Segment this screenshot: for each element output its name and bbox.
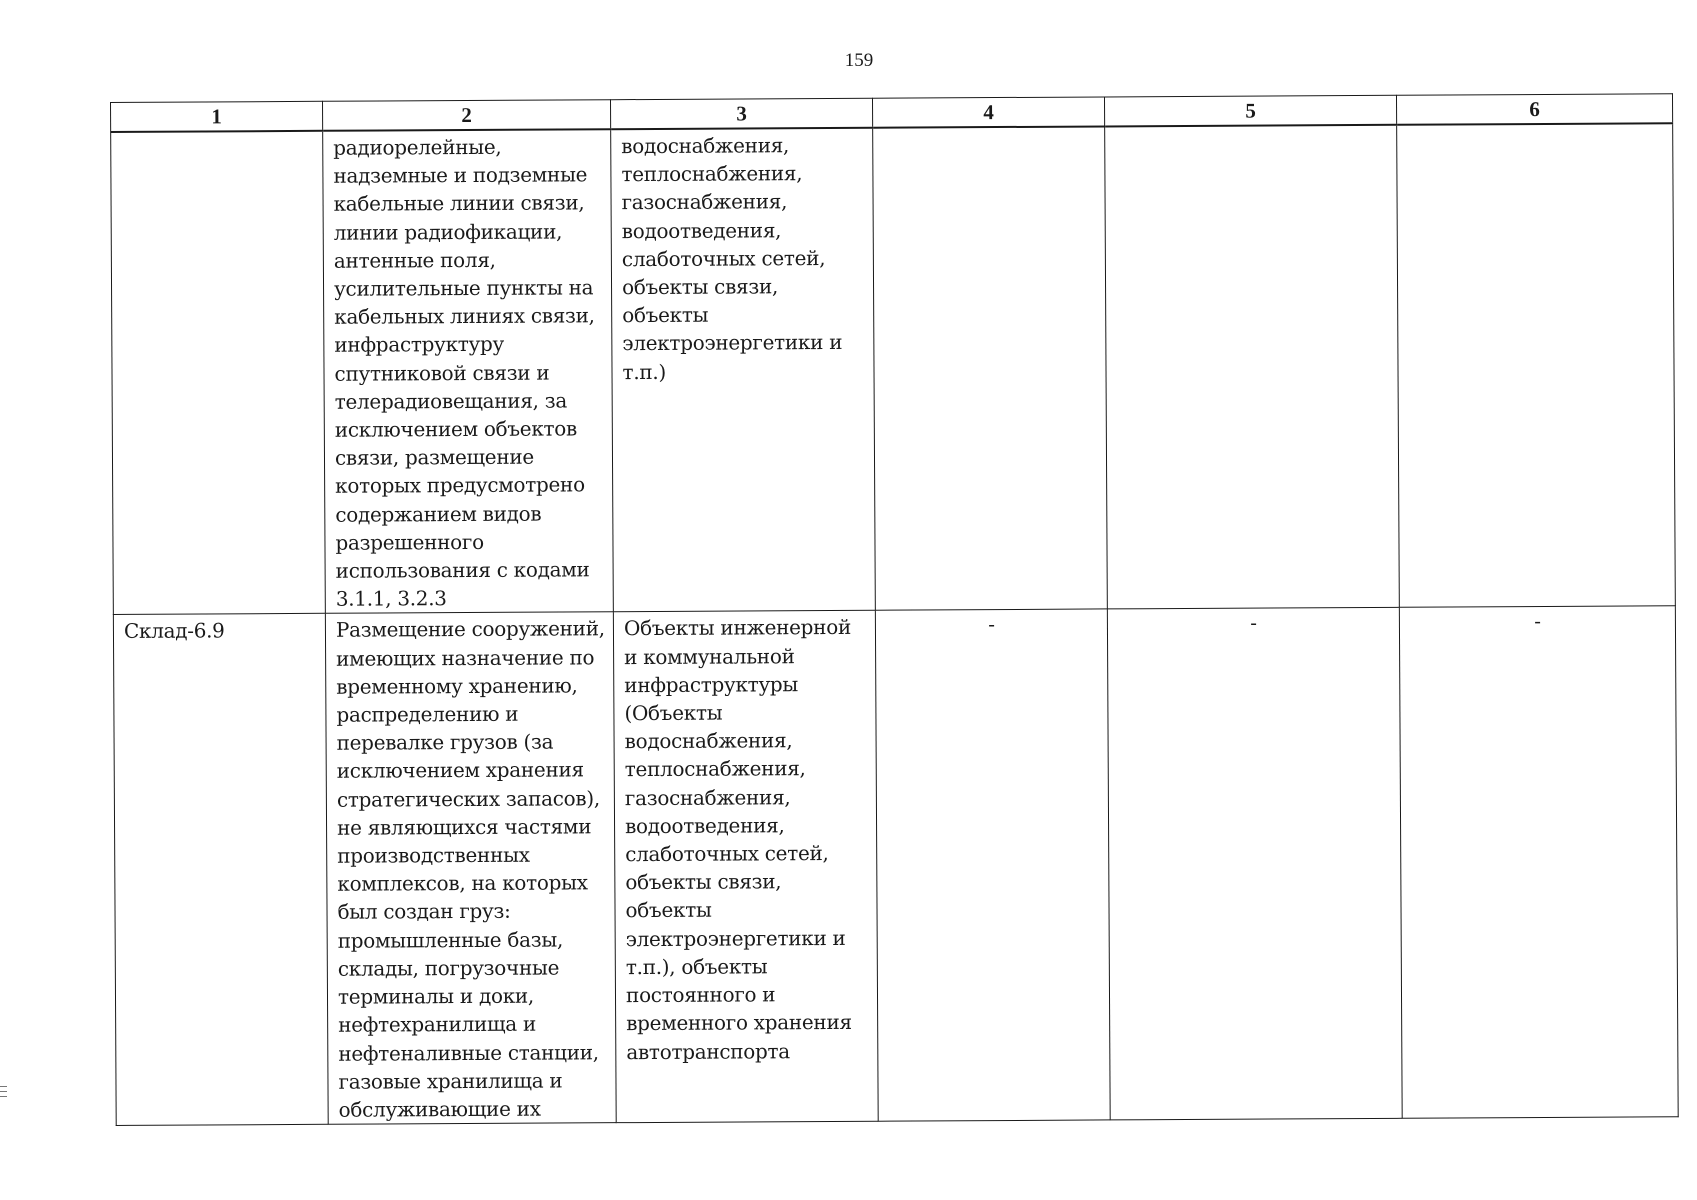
cell-text-line: водоотведения, (621, 217, 782, 243)
cell-text-line: использования с кодами (335, 557, 590, 583)
cell-permitted-use-code (113, 614, 328, 1126)
cell-text-line: усилительные пункты на (333, 275, 594, 301)
cell-text-line: теплоснабжения, (621, 161, 803, 187)
cell-text-line: 3.1.1, 3.2.3 (335, 586, 447, 611)
cell-text-line: терминалы и доки, (337, 983, 535, 1009)
cell-text-line: постоянного и (625, 982, 776, 1008)
cell-text-line: электроэнергетики и (622, 330, 843, 356)
column-header-1: 1 (111, 101, 323, 132)
cell-text-line: инфраструктуры (624, 672, 799, 697)
cell-text-line: надземные и подземные (333, 162, 588, 188)
column-header-3: 3 (610, 98, 872, 129)
cell-text-line: нефтеналивные станции, (338, 1039, 599, 1066)
cell-text-line: Размещение сооружений, (335, 616, 605, 643)
cell-text-line: телерадиовещания, за (334, 388, 568, 414)
cell-text-line: содержанием видов (335, 501, 542, 527)
cell-text-line: спутниковой связи и (334, 360, 550, 386)
cell-text-line: электроэнергетики и (625, 925, 846, 951)
cell-text-line: стратегических запасов), (336, 785, 600, 812)
cell-use-description (323, 129, 614, 614)
cell-text-line: нефтехранилища и (338, 1011, 537, 1038)
cell-text-line: временному хранению, (336, 673, 578, 699)
cell-text-line: объекты связи, (625, 869, 782, 895)
cell-text-line: теплоснабжения, (624, 756, 806, 782)
cell-text-line: Склад-6.9 (123, 618, 225, 644)
cell-text-line: объекты (625, 898, 712, 923)
zoning-table (110, 93, 1679, 1126)
cell-text-line: газоснабжения, (621, 189, 788, 215)
column-header-5: 5 (1104, 95, 1396, 126)
cell-col-6 (1397, 123, 1676, 607)
cell-text-line: не являющихся частями (336, 814, 592, 840)
cell-text-line: слаботочных сетей, (625, 841, 829, 867)
cell-text-line: был создан груз: (337, 899, 511, 925)
cell-text-line: промышленные базы, (337, 927, 564, 953)
cell-text-line: кабельные линии связи, (333, 190, 585, 217)
cell-col-6: - (1399, 606, 1678, 1119)
table-row (111, 123, 1676, 615)
cell-text-line: комплексов, на которых (337, 870, 588, 897)
cell-text-line: перевалке грузов (за (336, 729, 554, 756)
page-number: 159 (844, 50, 874, 71)
cell-text-line: автотранспорта (626, 1038, 790, 1064)
cell-text-line: кабельных линиях связи, (334, 303, 595, 329)
cell-text-line: слаботочных сетей, (621, 245, 826, 271)
cell-text-line: газовые хранилища и (338, 1068, 563, 1094)
cell-text-line: временного хранения (626, 1010, 852, 1036)
cell-allowed-objects (613, 611, 878, 1123)
cell-text-line: которых предусмотрено (335, 472, 585, 499)
cell-text-line: газоснабжения, (624, 784, 791, 810)
cell-permitted-use-code (111, 131, 326, 615)
table-row (113, 606, 1678, 1126)
cell-text-line: водоснабжения, (624, 728, 793, 754)
cell-text-line: имеющих назначение по (336, 644, 595, 671)
cell-col-5: - (1107, 608, 1402, 1121)
cell-text-line: исключением объектов (334, 416, 578, 442)
cell-text-line: (Объекты (624, 700, 723, 726)
cell-text-line: т.п.) (622, 359, 667, 384)
cell-text-line: обслуживающие их (338, 1096, 541, 1122)
cell-text-line: водоснабжения, (621, 133, 790, 159)
cell-text-line: исключением хранения (336, 757, 584, 784)
cell-text-line: объекты связи, (621, 274, 779, 300)
column-header-2: 2 (322, 100, 610, 131)
column-header-6: 6 (1396, 94, 1672, 125)
scan-edge-mark (0, 1086, 7, 1104)
cell-text-line: связи, размещение (334, 444, 534, 470)
cell-text-line: инфраструктуру (334, 332, 505, 358)
cell-text-line: т.п.), объекты (625, 954, 768, 980)
column-header-4: 4 (872, 97, 1104, 128)
cell-text-line: антенные поля, (333, 247, 496, 273)
cell-text-line: линии радиофикации, (333, 219, 563, 245)
cell-text-line: и коммунальной (624, 643, 795, 669)
cell-text-line: производственных (337, 842, 530, 868)
cell-use-description (325, 612, 616, 1125)
cell-text-line: распределению и (336, 701, 519, 727)
cell-text-line: склады, погрузочные (337, 955, 560, 981)
cell-col-5 (1105, 125, 1400, 610)
cell-text-line: водоотведения, (624, 813, 785, 839)
cell-col-4 (873, 126, 1108, 610)
cell-text-line: объекты (622, 302, 709, 328)
cell-col-4: - (875, 609, 1110, 1121)
cell-text-line: разрешенного (335, 529, 484, 555)
cell-allowed-objects (611, 128, 876, 612)
cell-text-line: радиорелейные, (333, 134, 502, 160)
cell-text-line: Объекты инженерной (623, 615, 852, 641)
